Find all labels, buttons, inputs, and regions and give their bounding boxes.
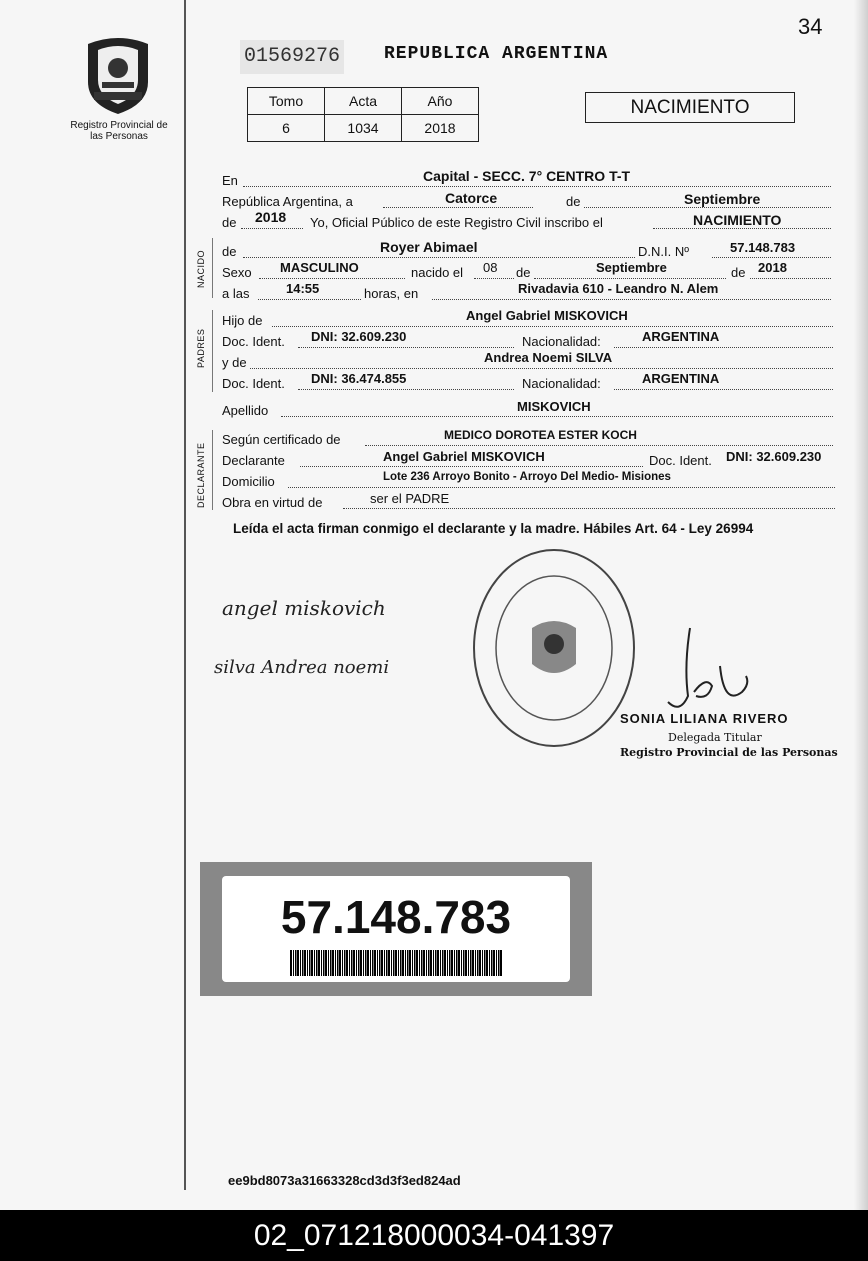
father-nat-label: Nacionalidad: [522, 334, 601, 349]
footer-code: 02_071218000034-041397 [0, 1210, 868, 1261]
birth-de2-label: de [731, 265, 746, 280]
page-number: 34 [798, 14, 823, 39]
padres-section-label: PADRES [196, 328, 206, 368]
certificate-value: MEDICO DOROTEA ESTER KOCH [444, 428, 637, 442]
birth-place: Rivadavia 610 - Leandro N. Alem [518, 281, 719, 296]
margin-line [184, 0, 186, 1190]
dotted-line [272, 326, 833, 327]
dotted-line [474, 278, 514, 279]
header-anio: Año [402, 88, 479, 115]
declarant-doc-label: Doc. Ident. [649, 453, 712, 468]
header-tomo: Tomo [248, 88, 325, 115]
header-acta: Acta [325, 88, 402, 115]
mother-doc-label: Doc. Ident. [222, 376, 285, 391]
section-bracket [212, 430, 213, 510]
year-value: 2018 [255, 209, 287, 225]
nacido-de-label: de [222, 244, 237, 259]
barcode [290, 950, 502, 976]
horas-label: horas, en [364, 286, 419, 301]
declarante-label: Declarante [222, 453, 285, 468]
dotted-line [298, 389, 514, 390]
father-doc: DNI: 32.609.230 [311, 329, 407, 344]
dotted-line [250, 368, 833, 369]
closing-note: Leída el acta firman conmigo el declarante y la madre. Hábiles Art. 64 - Ley 26994 [233, 521, 754, 536]
acto-value: NACIMIENTO [693, 212, 782, 228]
place-value: Capital - SECC. 7° CENTRO T-T [423, 168, 631, 184]
province-seal-logo [80, 32, 156, 116]
mother-nat-label: Nacionalidad: [522, 376, 601, 391]
dotted-line [288, 487, 835, 488]
dotted-line [584, 207, 831, 208]
declarant-name: Angel Gabriel MISKOVICH [383, 449, 545, 464]
section-bracket [212, 310, 213, 392]
dotted-line [383, 207, 533, 208]
dotted-line [258, 299, 361, 300]
address-value: Lote 236 Arroyo Bonito - Arroyo Del Medio- Misiones [383, 471, 671, 483]
en-label: En [222, 173, 238, 188]
declarante-section-label: DECLARANTE [196, 442, 206, 508]
republica-label: República Argentina, a [222, 194, 353, 209]
dni-label-card [200, 862, 592, 996]
dotted-line [241, 228, 303, 229]
dotted-line [298, 347, 514, 348]
value-acta: 1034 [325, 115, 402, 142]
dotted-line [614, 389, 833, 390]
declarant-doc: DNI: 32.609.230 [726, 449, 822, 464]
nacido-section-label: NACIDO [196, 249, 206, 288]
dni-label-inner [222, 876, 570, 982]
hijo-de-label: Hijo de [222, 313, 263, 328]
oficial-text: Yo, Oficial Público de este Registro Civil inscribo el [310, 215, 603, 230]
country-title: REPUBLICA ARGENTINA [384, 44, 609, 64]
day-value: Catorce [445, 190, 498, 206]
sexo-label: Sexo [222, 265, 252, 280]
mother-doc: DNI: 36.474.855 [311, 371, 407, 386]
section-bracket [212, 238, 213, 298]
birth-de-label: de [516, 265, 531, 280]
mother-signature: silva Andrea noemi [214, 657, 390, 678]
birth-year: 2018 [758, 260, 787, 275]
officer-signature [650, 626, 760, 716]
mother-name: Andrea Noemi SILVA [484, 350, 613, 365]
dotted-line [614, 347, 833, 348]
document-hash: ee9bd8073a31663328cd3d3f3ed824ad [228, 1173, 461, 1188]
record-type-box: NACIMIENTO [585, 92, 795, 123]
dotted-line [534, 278, 726, 279]
father-name: Angel Gabriel MISKOVICH [466, 308, 628, 323]
dotted-line [750, 278, 831, 279]
dotted-line [281, 416, 833, 417]
month-value: Septiembre [684, 191, 761, 207]
dotted-line [365, 445, 833, 446]
alas-label: a las [222, 286, 250, 301]
obra-label: Obra en virtud de [222, 495, 323, 510]
page-edge [854, 0, 868, 1210]
mother-nationality: ARGENTINA [642, 371, 720, 386]
apellido-label: Apellido [222, 403, 269, 418]
dni-label: D.N.I. Nº [638, 244, 689, 259]
child-dni: 57.148.783 [730, 240, 796, 255]
birth-time: 14:55 [286, 281, 320, 296]
value-anio: 2018 [402, 115, 479, 142]
officer-office: Registro Provincial de las Personas [620, 746, 838, 759]
serial-number: 01569276 [240, 40, 344, 74]
dotted-line [432, 299, 831, 300]
domicilio-label: Domicilio [222, 474, 275, 489]
dotted-line [343, 508, 835, 509]
nacido-el-label: nacido el [411, 265, 464, 280]
dotted-line [300, 466, 643, 467]
father-doc-label: Doc. Ident. [222, 334, 285, 349]
sexo-value: MASCULINO [280, 260, 359, 275]
de-label: de [566, 194, 581, 209]
certificado-label: Según certificado de [222, 432, 341, 447]
birth-day: 08 [483, 260, 498, 275]
y-de-label: y de [222, 355, 247, 370]
de2-label: de [222, 215, 237, 230]
birth-month: Septiembre [596, 260, 667, 275]
logo-caption: Registro Provincial de las Personas [70, 120, 168, 142]
dotted-line [653, 228, 831, 229]
dotted-line [712, 257, 831, 258]
father-nationality: ARGENTINA [642, 329, 720, 344]
obra-value: ser el PADRE [370, 491, 450, 506]
value-tomo: 6 [248, 115, 325, 142]
officer-name: SONIA LILIANA RIVERO [620, 711, 789, 726]
official-stamp [470, 546, 638, 750]
officer-role: Delegada Titular [668, 731, 762, 744]
father-signature: angel miskovich [222, 596, 386, 620]
dotted-line [243, 186, 831, 187]
apellido-value: MISKOVICH [517, 399, 591, 414]
child-name: Royer Abimael [380, 239, 478, 255]
dotted-line [243, 257, 635, 258]
register-table [247, 87, 479, 142]
dni-label-number: 57.148.783 [280, 891, 512, 943]
dotted-line [259, 278, 405, 279]
